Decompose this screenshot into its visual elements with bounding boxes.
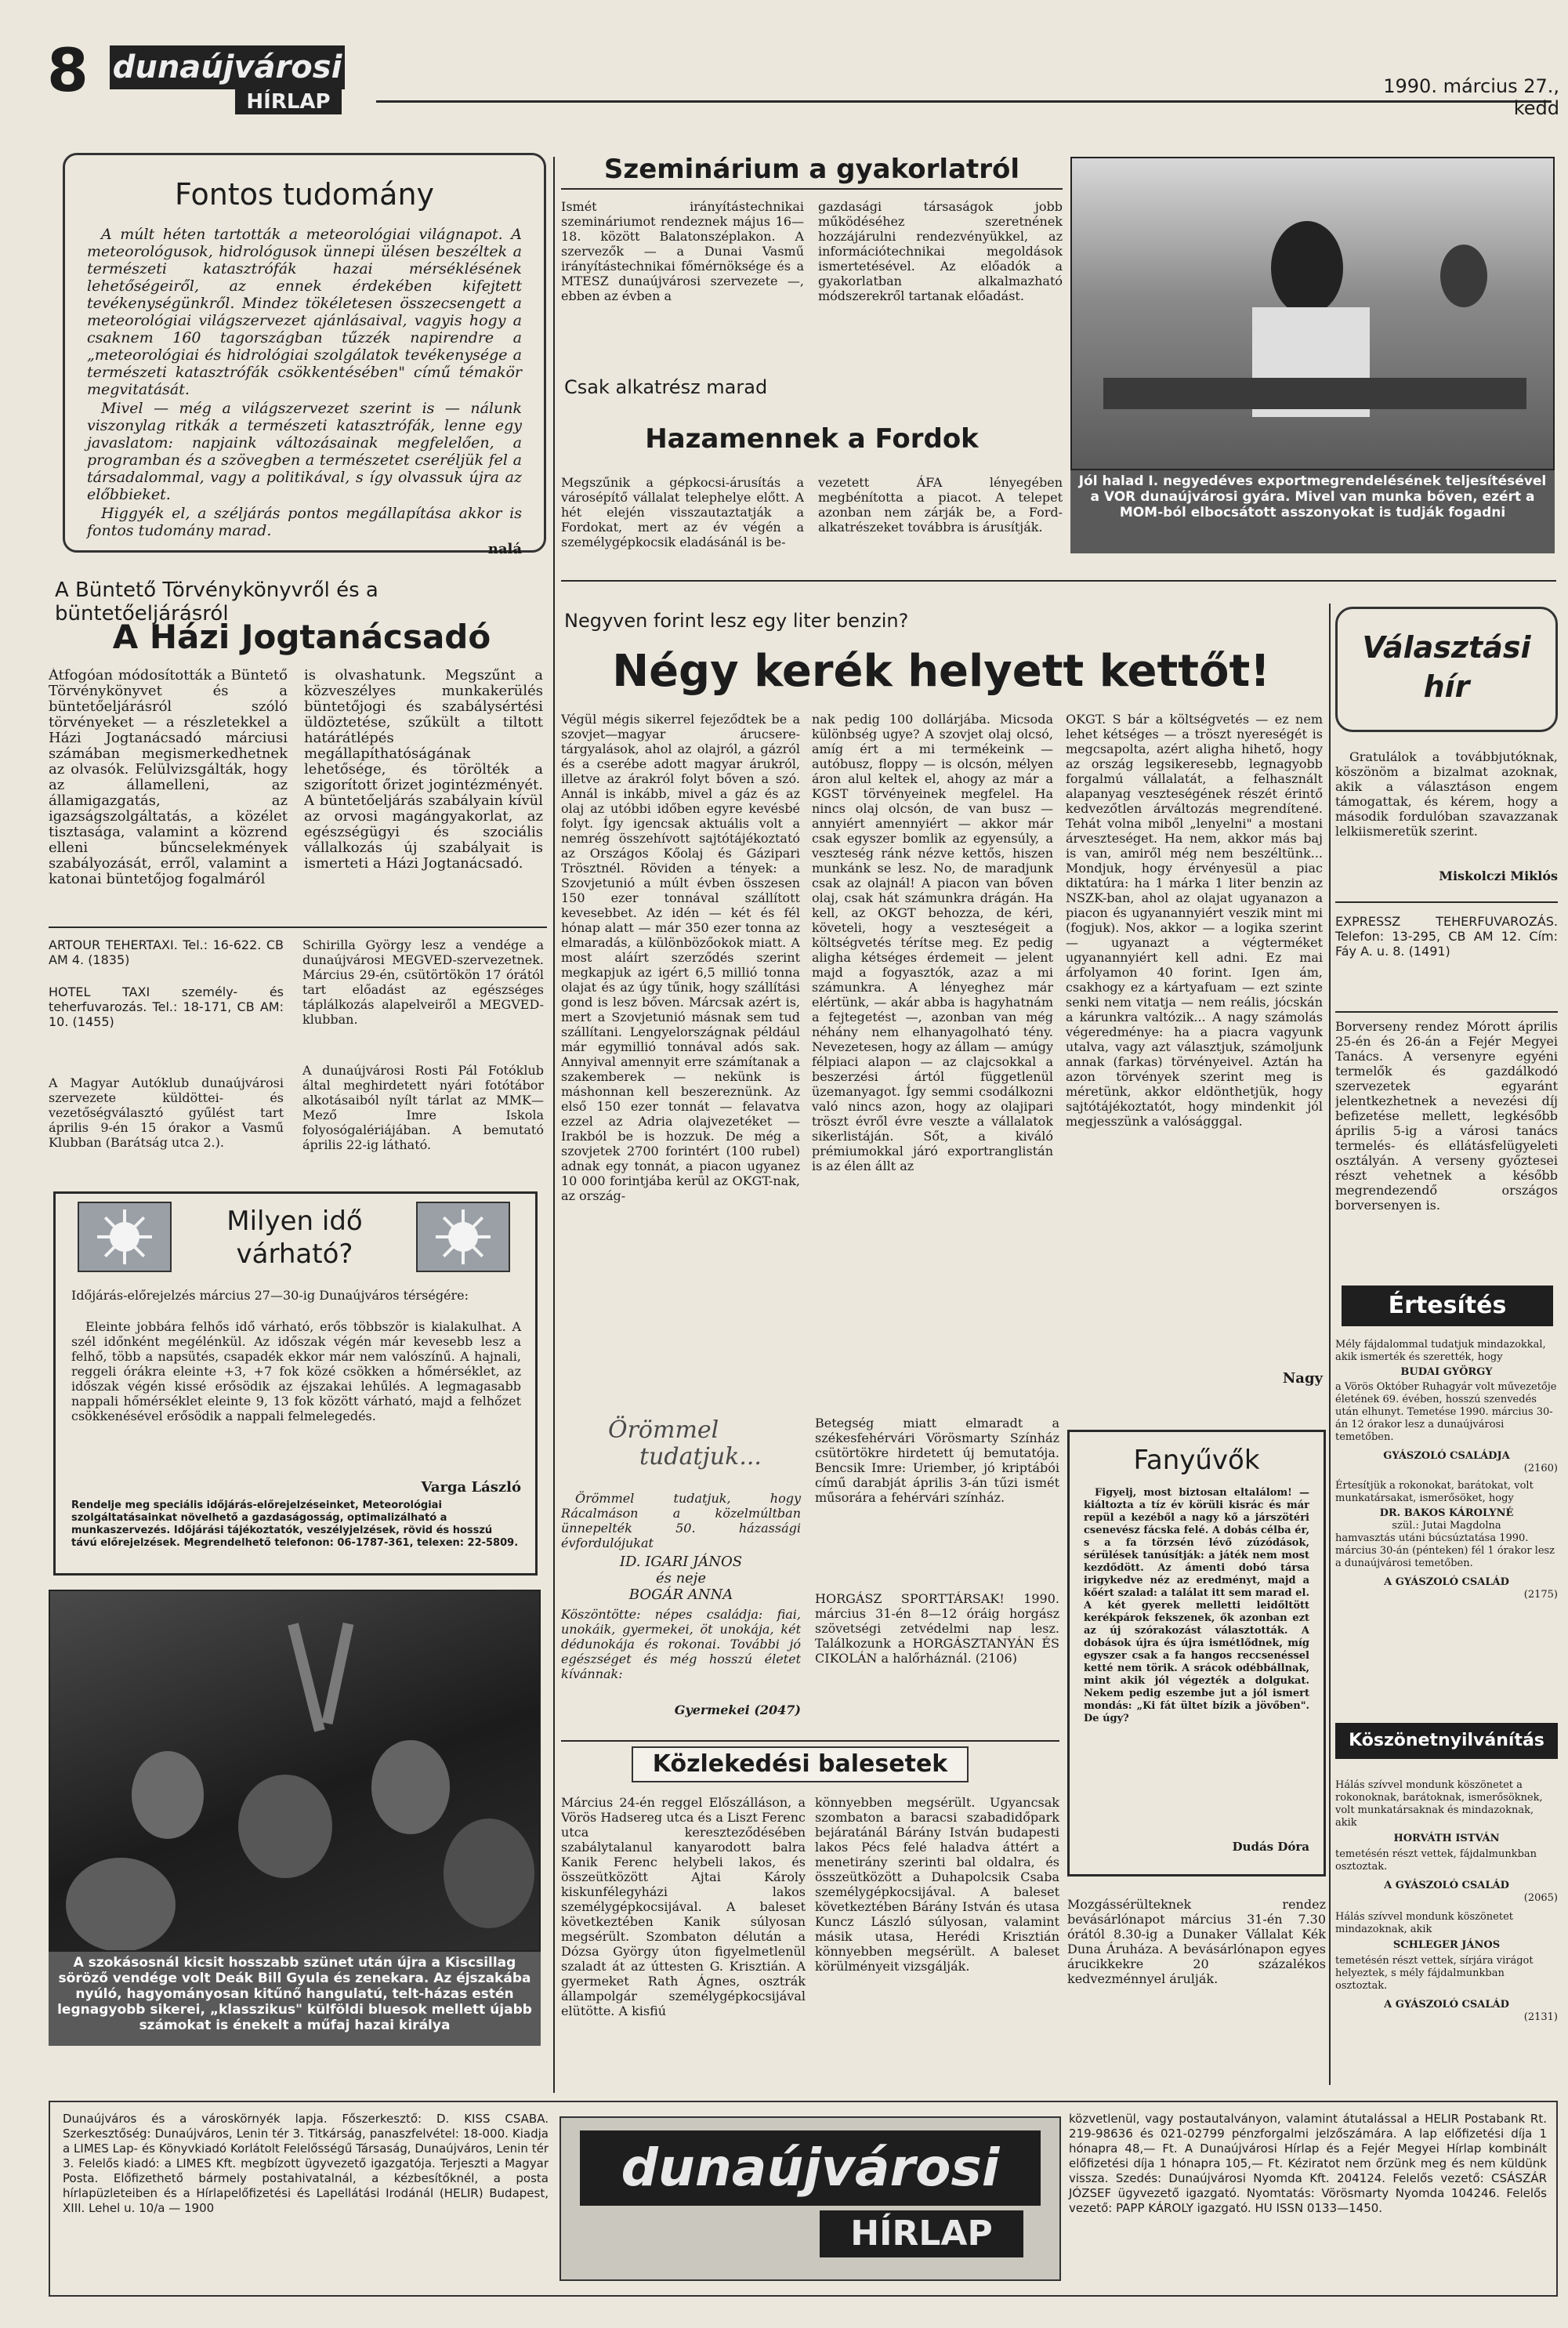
- fontos-paragraph: Higgyék el, a széljárás pontos megállapítása akkor is fontos tudomány marad.: [87, 505, 522, 539]
- weather-title-line2: várható?: [236, 1238, 353, 1270]
- benzin-signature: Nagy: [1282, 1370, 1323, 1387]
- masthead-logo: [110, 45, 345, 113]
- ertesites-text1: Mély fájdalommal tudatjuk mindazokkal, akik ismerték és szerették, hogy: [1335, 1339, 1546, 1363]
- ertesites-text1b: a Vörös Október Ruhagyár volt művezetője életének 69. évében, hosszú szenvedés után elhunyt. Temetése 1990. március 30-án 12 órakor lesz a dunaújvárosi temetőben.: [1335, 1381, 1557, 1443]
- orommel-rule: [561, 1740, 1059, 1742]
- orommel-name1: ID. IGARI JÁNOS: [619, 1554, 743, 1570]
- fanyuvok-title: Fanyűvők: [1133, 1445, 1260, 1476]
- betegseg-notice: Betegség miatt elmaradt a székesfehérvári Vörösmarty Színház csütörtökre hirdetett új bemutatója. Bencsik Imre: Uriember, jó kriptábói című darabját április 3-án tűzi ismét műsorára a fehérvári színház.: [815, 1416, 1059, 1505]
- orommel-names: [561, 1554, 801, 1603]
- benzin-col2: nak pedig 100 dollárjába. Micsoda különbség ugye? A szovjet olaj olcsó, amíg ért a mi termékeink — autóbusz, floppy — is olcsón, mélyen áron alul keltek el, ahogy az már a KGST törvényeinek megfelel. Ha nincs olaj olcsón, de van busz — annyiért amennyiért — akkor már csak egyszer bomlik az egyensúly, a veszteség ránk nézve kettős, hiszen munkánk se lesz. No, de maradjunk csak az olajnál! A piacon van bőven olaj, csak hát számunkra drágán. Ha kell, az OKGT behozza, de kéri, követeli, hogy a veszteségeit a költségvetés térítse meg. Ez pedig aligha kétséges érdemeit — jelent majd a fogyasztók, azaz a mi számunkra. A lényeghez már elértünk, — akár abba is hagyhatnám a fejtegetést —, azonban van még néhány nem elhanyagolható tény. Nevezetesen, hogy az állam — amúgy félpiaci alapon — az clajcsokkal a beszerzési ártól függetlenül üzemanyagot. Így semmi csodálkozni való nincs azon, hogy az olajipari tröszt évről évre veszte a vállalatok sikerlistáján. Sőt, a kiváló prémiumokkal járó exportranglistán is az élen állt az: [812, 712, 1053, 1173]
- rosti-notice: A dunaújvárosi Rosti Pál Fotóklub által meghirdetett nyári fotótábor alkotásaiból nyílt tárlat az MMK—Mező Imre Iskola folyosógalériájában. A bemutató április 22-ig látható.: [302, 1063, 544, 1152]
- ertesites-body: [1335, 1339, 1558, 1601]
- ertesites-text2b: hamvasztás utáni búcsúztatása 1990. március 30-án (pénteken) fél 1 órakor lesz a dunaújvárosi temetőben.: [1335, 1532, 1555, 1569]
- kozlekedesi-col1: Március 24-én reggel Előszálláson, a Vörös Hadsereg utca és a Liszt Ferenc utca kereszteződésében szabálytalanul kanyarodott balra Kanik Ferenc helybeli lakos, és összeütközött Ajtai Károly kiskunfélegyházi lakos személygépkocsijával. A baleset következtében Kanik súlyosan megsérült. Szombaton délután a Dózsa György úton figyelmetlenül szaladt át az úttesten G. Krisztián. A gyermeket Rath Ágnes, osztrák állampolgár személygépkocsijával elütötte. A kisfiú: [561, 1795, 806, 2018]
- weather-sun-icon-right: [416, 1202, 510, 1272]
- column-rule-left: [553, 157, 555, 2093]
- fanyuvok-body: Figyelj, most biztosan eltalálom! — kiáltozta a tíz év körüli kisrác és már repül a kezéből a nagy kő a járszötéri csenevész fácska felé. A dobás célba ér, s a fa törzsén lévő zúzódások, sérülések tanúsítják: a játék nem most kezdődött. Az ámenti dobó társa irigykedve néz az eredményt, majd a kőért szalad: a találat itt sem marad el. A két gyerek melletti leidőltött kerékpárok fekszenek, ők azonban ezt az új szórakozást választották. A dobások újra és újra ismétlődnek, míg egyszer csak a fa hangos reccsenéssel ketté nem törik. A srácok odébbállnak, mint akik jól végezték a dolgukat. Nekem pedig eszembe jut a jól ismert mondás: „Ki fát ültet bízik a jövőben". De úgy?: [1084, 1487, 1309, 1724]
- orommel-title-line1: Örömmel: [608, 1416, 719, 1444]
- mozgasserultek-notice: Mozgássérülteknek rendez bevásárlónapot március 31-én 7.30 órától 8.30-ig a Dunaker Vállalat Kék Duna Áruháza. A bevásárlónapon egyes árucikkekre 20 százalékos kedvezménnyel árulják.: [1067, 1897, 1326, 1986]
- koszonet-header: Köszönetnyilvánítás: [1335, 1723, 1558, 1759]
- ertesites-code2: (2175): [1523, 1589, 1558, 1601]
- autoklub-notice: A Magyar Autóklub dunaújvárosi szervezete küldöttei- és vezetőségválasztó gyűlést tart április 9-én 15 órakor a Vasmű Klubban (Barátság utca 2.).: [49, 1075, 284, 1150]
- szeminarium-col2: gazdasági társaságok jobb működéséhez szeretnének hozzájárulni rendezvényükkel, az információtechnikai megoldások ismertetésével. Az előadók a gyakorlatban alkalmazható módszerekről tartanak előadást.: [818, 199, 1063, 303]
- jogtanacs-col1: Átfogóan módosították a Büntető Törvénykönyvet és a büntetőeljárásról szóló törvényeket — a részletekkel a Házi Jogtanácsadó márciusi számában megismerkedhetnek az olvasók. Felülvizsgálták, hogy az államelleni, az államigazgatás, az igazságszolgáltatás, a közélet tisztasága, valamint a közrend elleni bűncselekmények szabályozását, erről, valamint a katonai büntetőjog fogalmáról: [49, 668, 288, 887]
- orommel-from: Gyermekei (2047): [674, 1702, 801, 1717]
- factory-workers-illustration: [1072, 158, 1553, 469]
- ertesites-family2: A GYÁSZOLÓ CSALÁD: [1384, 1576, 1509, 1588]
- kozlekedesi-title: Közlekedési balesetek: [652, 1750, 948, 1778]
- ertesites-text2: Értesítjük a rokonokat, barátokat, volt munkatársakat, ismerősöket, hogy: [1335, 1480, 1534, 1504]
- weather-title-line1: Milyen idő: [226, 1206, 363, 1237]
- borverseny-notice: Borverseny rendez Mórott április 25-én és 26-án a Fejér Megyei Tanács. A versenyre egyéni termelők és gazdálkodó szervezetek egyaránt jelentkezhetnek a nevezési díj befizetése mellett, legkésőbb április 5-ig a városi tanács termelés- és ellátásfelügyeleti osztályán. A verseny győztesei részt vehetnek a később megrendezendő országos borversenyen is.: [1335, 1019, 1558, 1213]
- orommel-title: [608, 1417, 765, 1470]
- orommel-name3: BOGÁR ANNA: [628, 1586, 733, 1603]
- column-rule-right: [1329, 604, 1331, 2085]
- valasztasi-title: [1338, 628, 1555, 706]
- expressz-ad: EXPRESSZ TEHERFUVAROZÁS. Telefon: 13-295, CB AM 12. Cím: Fáy A. u. 8. (1491): [1335, 914, 1558, 959]
- fordok-col2: vezetett ÁFA lényegében megbénította a piacot. A telepet azonban nem zárják be, a Ford-alkatrészeket továbbra is árusítják.: [818, 475, 1063, 535]
- koszonet-name1: HORVÁTH ISTVÁN: [1393, 1833, 1500, 1844]
- footer-right: közvetlenül, vagy postautalványon, valamint átutalással a HELIR Postabank Rt. 219-98636 és 021-02799 pénzforgalmi jelzőszámára. A lap előfizetési díja 1 hónapra 48,— Ft. A Dunaújvárosi Hírlap és a Fejér Megyei Hírlap kombinált előfizetési díja 1 hónapra 105,— Ft. Kéziratot nem őrzünk meg és nem küldünk vissza. Szedés: Dunaújvárosi Nyomda Kft. 204124. Felelős vezető: CSÁSZÁR JÓZSEF ügyvezető igazgató. Nyomtatás: Vörösmarty Nyomda 104246. Felelős vezető: PAPP KÁROLY igazgató. HU ISSN 0133—1450.: [1069, 2112, 1547, 2215]
- footer-logo-top: dunaújvárosi: [580, 2130, 1041, 2206]
- footer-left: Dunaújváros és a városkörnyék lapja. Főszerkesztő: D. KISS CSABA. Szerkesztőség: Dunaújváros, Lenin tér 3. Titkárság, panaszfelvétel: 18-000. Kiadja a LIMES Lap- és Könyvkiadó Korlátolt Felelősségű Társaság, Dunaújváros, Lenin tér 3. Felelős kiadó: a LIMES Kft. megbízott ügyvezető igazgatója. Terjeszti a Magyar Posta. Előfizethető bármely postahivatalnál, a kézbesítőknél, a posta hírlapüzleteiben és a Hírlapelőfizetési és Lapellátási Irodánál (HELIR) Budapest, XIII. Lehel u. 10/a — 1900: [63, 2112, 549, 2215]
- fontos-paragraph: Mivel — még a világszervezet szerint is — nálunk viszonylag ritkák a természeti katasztrófák, lenne egy javaslatom: napjaink változásainak megfelelően, a programban és a szövegben a természetet cseréljük fel a társadalommal, vagy a politikával, s így olvassuk újra az előbbieket.: [87, 400, 522, 503]
- koszonet-text2b: temetésén részt vettek, sírjára virágot helyeztek, s mély fájdalmunkban osztoztak.: [1335, 1955, 1534, 1992]
- koszonet-family2: A GYÁSZOLÓ CSALÁD: [1384, 1999, 1509, 2011]
- fordok-rule: [561, 580, 1556, 582]
- valasztasi-rule: [1335, 901, 1558, 903]
- ertesites-header: Értesítés: [1342, 1285, 1553, 1326]
- fontos-tudomany-box: [63, 153, 546, 557]
- issue-date: 1990. március 27., kedd: [1383, 75, 1559, 119]
- jogtanacs-kicker: A Büntető Törvénykönyvről és a büntetőeljárásról: [55, 578, 378, 626]
- fontos-body: [87, 226, 522, 539]
- koszonet-text1b: temetésén részt vettek, fájdalmunkban osztoztak.: [1335, 1848, 1537, 1873]
- hotel-taxi-ad: HOTEL TAXI személy- és teherfuvarozás. Tel.: 18-171, CB AM: 10. (1455): [49, 985, 284, 1029]
- masthead-logo-bottom: HÍRLAP: [235, 89, 342, 114]
- fanyuvok-box: [1067, 1430, 1326, 1877]
- szeminarium-col1: Ismét irányítástechnikai szemináriumot rendeznek május 16—18. között Balatonszéplakon. A szervezők — a Dunai Vasmű irányítástechnikai főmérnöksége és a MTESZ dunaújvárosi szervezete —, ebben az évben a: [561, 199, 804, 303]
- schirilla-notice: Schirilla György lesz a vendége a dunaújvárosi MEGVED-szervezetnek. Március 29-én, csütörtökön 17 órától tart előadást az egészséges táplálkozás alapelveiről a MEGVED-klubban.: [302, 937, 544, 1027]
- ertesites-code1: (2160): [1523, 1463, 1558, 1474]
- factory-caption: Jól halad I. negyedéves exportmegrendelésének teljesítésével a VOR dunaújvárosi gyára. Mivel van munka bőven, ezért a MOM-ból elbocsátott asszonyokat is tudják fogadni: [1070, 470, 1555, 553]
- fontos-signature: nalá: [487, 541, 522, 557]
- koszonet-body: [1335, 1779, 1558, 2024]
- concert-crowd-illustration: [50, 1591, 539, 1950]
- orommel-box: [561, 1416, 1059, 1737]
- szeminarium-rule: [561, 188, 1063, 190]
- artour-ad: ARTOUR TEHERTAXI. Tel.: 16-622. CB AM 4. (1835): [49, 937, 284, 967]
- jogtanacs-title: A Házi Jogtanácsadó: [112, 618, 491, 656]
- masthead-logo-top: dunaújvárosi: [110, 45, 345, 89]
- valasztasi-title-box: [1335, 607, 1558, 732]
- ertesites-name2b: szül.: Jutai Magdolna: [1392, 1520, 1501, 1532]
- koszonet-code1: (2065): [1523, 1892, 1558, 1904]
- valasztasi-title-line1: Választási: [1362, 630, 1531, 665]
- jogtanacs-rule: [49, 926, 547, 928]
- valasztasi-body: Gratulálok a továbbjutóknak, köszönöm a bizalmat azoknak, akik a választáson engem támogattak, és kérem, hogy a második fordulóban szavazzanak lelkiismeretük szerint.: [1335, 749, 1558, 839]
- fordok-kicker: Csak alkatrész marad: [564, 376, 768, 398]
- orommel-name2: és neje: [655, 1570, 707, 1586]
- szeminarium-title: Szeminárium a gyakorlatról: [603, 154, 1020, 185]
- page-number: 8: [47, 35, 89, 105]
- horgasz-notice: HORGÁSZ SPORTTÁRSAK! 1990. március 31-én 8—12 óráig horgász szövetségi zetvédelmi nap lesz. Találkozunk a HORGÁSZTANYÁN ÉS CIKOLÁN a halőrháznál. (2106): [815, 1591, 1059, 1666]
- fordok-title: Hazamennek a Fordok: [645, 423, 979, 455]
- weather-footer: Rendelje meg speciális időjárás-előrejelzéseinket, Meteorológiai szolgáltatásainkat növelhető a gazdaságosság, optimalizálható a munkaszervezés. Időjárási tájékoztatók, veszélyjelzések, rövid és hosszú távú előrejelzések. Megrendelhető telefonon: 06-1787-361, telexen: 22-5809.: [71, 1499, 519, 1549]
- benzin-col3: OKGT. S bár a költségvetés — ez nem lehet kétséges — a tröszt nyereségét is megcsapolta, azért aligha hihető, hogy az ország legsikeresebb, legnagyobb forgalmú vállalatát, a felhasznált alapanyag veszteségének részét érintő kedvezőtlen árváltozás megrendítené. Tehát volna miből „lenyelni" a mostani árveszteséget. Ha nem, akkor más baj is van, amiről még nem beszéltünk... Mondjuk, hogy érvényesül a piac diktatúra: ha 1 márka 1 liter benzin az NSZK-ban, ahol az olajat ugyanazon a piacon és ugyanannyiért veszik mint mi (fogjuk). Nos, akkor — a logika szerint — ugyanazt a végterméket ugyanannyiért kell adni. Ez mai árfolyamon 40 forint. Igen ám, csakhogy ez a kártyafuam — ezt szinte senki nem vitatja — nem reális, jócskán a kárunkra valtózik... A nagy számolás végeredménye: ha a piacra vagyunk utalva, vagy azt választjuk, számoljunk annak (farkas) törvényeivel. Aztán ha azon törvények szerint meg is méretünk, akkor eldönthetjük, hogy sajtótájékoztatót, hogy mindenkit jól megjesszünk a valóságggal.: [1066, 712, 1323, 1129]
- orommel-title-line2: tudatjuk...: [639, 1443, 762, 1470]
- weather-title: [181, 1205, 408, 1271]
- kozlekedesi-col2: könnyebben megsérült. Ugyancsak szombaton a baracsi szabadidőpark bejáratánál Bárány István budapesti lakos Pécs felé haladva áttért a menetirány szerinti bal oldalra, és összeütközött a Duhapolcsik Csaba személygépkocsijával. A baleset következtében Bárány István és utasa Kuncz László súlyosan, valamint másik utasa, Herédi Krisztián könnyebben megsérült. A baleset körülményeit vizsgálják.: [815, 1795, 1059, 1974]
- fordok-col1: Megszűnik a gépkocsi-árusítás a városépítő vállalat telephelye előtt. A hét elején visszautaztatják a Fordokat, mert az év végén a személygépkocsik eladásánál is be-: [561, 475, 804, 549]
- ertesites-family1: GYÁSZOLÓ CSALÁDJA: [1383, 1450, 1510, 1462]
- koszonet-family1: A GYÁSZOLÓ CSALÁD: [1384, 1880, 1509, 1891]
- footer-imprint-box: [49, 2101, 1558, 2297]
- koszonet-text1: Hálás szívvel mondunk köszönetet a rokonoknak, barátoknak, ismerősöknek, volt munkatársaknak és mindazoknak, akik: [1335, 1779, 1543, 1829]
- fontos-paragraph: A múlt héten tartották a meteorológiai világnapot. A meteorológusok, hidrológusok ünnepi ülésen beszéltek a természeti katasztrófák hazai mérséklésének lehetőségeiről, az ennek érdekében kifejtett tevékenységünkről. Mindez tökéletesen összecsengett a meteorológiai világszervezet ajánlásaival, vagyis hogy a csaknem 160 tagországban tűzzék napirendre a „meteorológiai és hidrológiai szolgálatok tevékenysége a természeti katasztrófák csökkentésében" című témakör megvitatását.: [87, 226, 522, 398]
- fanyuvok-signature: Dudás Dóra: [1232, 1840, 1309, 1854]
- weather-box: [53, 1191, 538, 1576]
- ertesites-name2: DR. BAKOS KÁROLYNÉ: [1379, 1507, 1514, 1519]
- koszonet-code2: (2131): [1523, 2011, 1558, 2023]
- benzin-title: Négy kerék helyett kettőt!: [612, 646, 1270, 697]
- footer-logo: [559, 2116, 1061, 2281]
- benzin-kicker: Negyven forint lesz egy liter benzin?: [564, 610, 909, 632]
- weather-signature: Varga László: [421, 1479, 521, 1496]
- orommel-thanks: Köszöntötte: népes családja: fiai, unokáik, gyermekei, öt unokája, két dédunokája és rokonai. További jó egészséget és még hosszú életet kívánnak:: [561, 1607, 801, 1681]
- koszonet-text2: Hálás szívvel mondunk köszönetet mindazoknak, akik: [1335, 1911, 1514, 1935]
- concert-caption: A szokásosnál kicsit hosszabb szünet után újra a Kiscsillag söröző vendége volt Deák Bill Gyula és zenekara. Az éjszakába nyúló, hagyományosan kitűnő hangulatú, telt-házas estén legnagyobb sikerei, „klasszikus" külföldi bluesok mellett újabb számokat is énekelt a műfaj hazai királya: [49, 1952, 541, 2046]
- ertesites-name1: BUDAI GYÖRGY: [1400, 1366, 1493, 1378]
- weather-body: Eleinte jobbára felhős idő várható, erős többször is kialakulhat. A szél időnként megélénkül. Az időszak végén már kevesebb lesz a felhő, több a napsütés, csapadék ekkor már nem valószínű. A hajnali, reggeli órákra eleinte +3, +7 fok közé csökken a hőmérséklet, az időszak végén kissé erősödik az éjszakai lehűlés. A legmagasabb nappali hőmérséklet eleinte 9, 13 fok között várható, majd a felhőzet csökkenésével erősödik a nappali felmelegedés.: [71, 1319, 521, 1423]
- weather-intro: Időjárás-előrejelzés március 27—30-ig Dunaújváros térségére:: [71, 1288, 469, 1303]
- valasztasi-title-line2: hír: [1423, 669, 1470, 704]
- valasztasi-signature: Miskolczi Miklós: [1439, 868, 1558, 883]
- orommel-body: Örömmel tudatjuk, hogy Rácalmáson a közelmúltban ünnepelték 50. házassági évfordulójukat: [561, 1491, 801, 1550]
- benzin-col1: Végül mégis sikerrel fejeződtek be a szovjet—magyar árucsere-tárgyalások, ahol az olajról, a gázról és a cserébe adott magyar árukról, illetve az árakról folyt bőven a szó. Annál is inkább, mivel a gáz és az olaj az utóbbi időben egyre kevésbé folyt. Így igencsak aktuális volt a nemrég összehívott sajtótájékoztató az Országos Kőolaj és Gázipari Trösztnél. Röviden a tények: a Szovjetunió a múlt évben összesen 150 ezer tonnával szállított kevesebbet. Az idén — két és fél hónap alatt — már 350 ezer tonna az elmaradás, a különbözőokok miatt. A most aláírt szerződés szerint megkapjuk az igért 6,5 millió tonna olajat és az úgy tűnik, hogy szállítási gond is lesz bőven. Márcsak azért is, mert a Szovjetunió másnak sem tud szállítani. Lengyelországnak például már egymillió tonnával adós sak. Annyival amennyit erre számítanak a szakemberek — nekünk is máshonnan kell beszereznünk. Az első 150 ezer tonnát — felavatva ezzel az Adria olajvezetéket — Irakból be is hozzuk. De még a szovjetek 2700 forintért (100 rubel) adnak egy tonnát, a piacon ugyanez 10 000 forintjába kerül az OKGT-nak, az ország-: [561, 712, 800, 1203]
- concert-photo: [49, 1590, 541, 1952]
- kozlekedesi-title-box: [632, 1746, 969, 1782]
- koszonet-name2: SCHLEGER JÁNOS: [1392, 1939, 1501, 1951]
- weather-sun-icon-left: [78, 1202, 172, 1272]
- expressz-rule: [1335, 1011, 1558, 1013]
- factory-photo: [1070, 157, 1555, 470]
- fontos-title: Fontos tudomány: [174, 177, 435, 212]
- footer-logo-bottom: HÍRLAP: [820, 2210, 1023, 2257]
- jogtanacs-col2: is olvashatunk. Megszűnt a közveszélyes munkakerülés büntetőjogi és szabálysértési üldöztetése, szűkült a tiltott határátlépés megállapíthatóságának lehetősége, és törölték a szigorított őrizet jogintézményét. A büntetőeljárás szabályain kívül az orvosi magángyakorlat, az egészségügyi és szociális vállalkozás új szabályait is ismerteti a Házi Jogtanácsadó.: [304, 668, 543, 872]
